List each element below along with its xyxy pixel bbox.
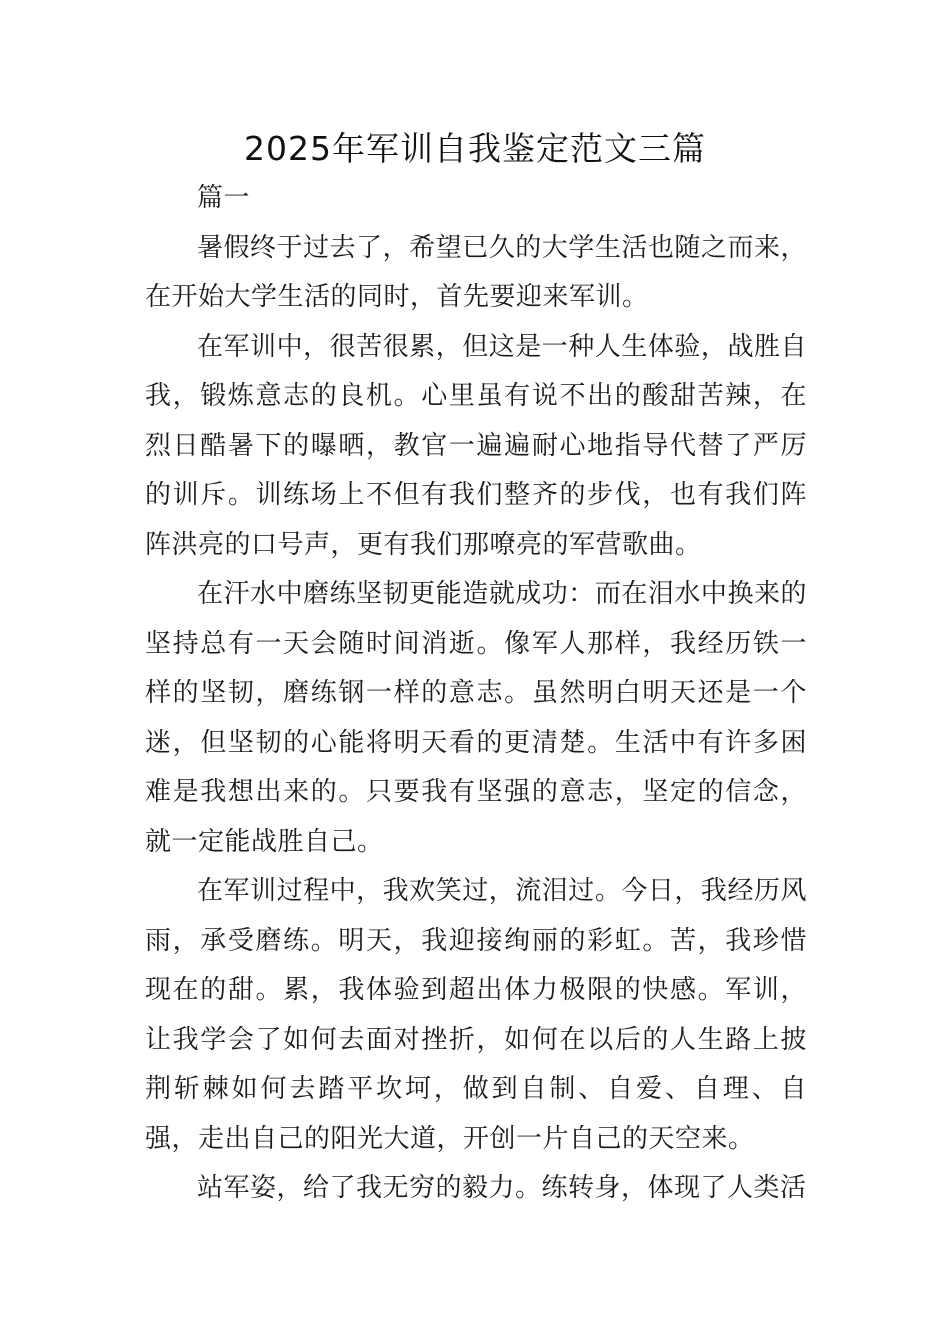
- paragraph-1: 暑假终于过去了，希望已久的大学生活也随之而来，在开始大学生活的同时，首先要迎来军训。: [145, 232, 807, 312]
- document-title: 2025年军训自我鉴定范文三篇: [244, 129, 706, 168]
- paragraph-3: 在汗水中磨练坚韧更能造就成功：而在泪水中换来的坚持总有一天会随时间消逝。像军人那样，我经历铁一样的坚韧，磨练钢一样的意志。虽然明白明天还是一个迷，但坚韧的心能将明天看的更清楚。生活中有许多困难是我想出来的。只要我有坚强的意志，坚定的信念，就一定能战胜自己。: [145, 579, 807, 857]
- paragraph-5: 站军姿，给了我无穷的毅力。练转身，体现了人类活: [197, 1173, 807, 1203]
- paragraph-4: 在军训过程中，我欢笑过，流泪过。今日，我经历风雨，承受磨练。明天，我迎接绚丽的彩虹。苦，我珍惜现在的甜。累，我体验到超出体力极限的快感。军训，让我学会了如何去面对挫折，如何在以后的人生路上披荆斩棘如何去踏平坎坷，做到自制、自爱、自理、自强，走出自己的阳光大道，开创一片自己的天空来。: [145, 876, 807, 1154]
- document-body: [145, 174, 807, 1214]
- paragraph-2: 在军训中，很苦很累，但这是一种人生体验，战胜自我，锻炼意志的良机。心里虽有说不出的酸甜苦辣，在烈日酷暑下的曝晒，教官一遍遍耐心地指导代替了严厉的训斥。训练场上不但有我们整齐的步伐，也有我们阵阵洪亮的口号声，更有我们那嘹亮的军营歌曲。: [145, 331, 807, 560]
- section-label: 篇一: [197, 183, 251, 213]
